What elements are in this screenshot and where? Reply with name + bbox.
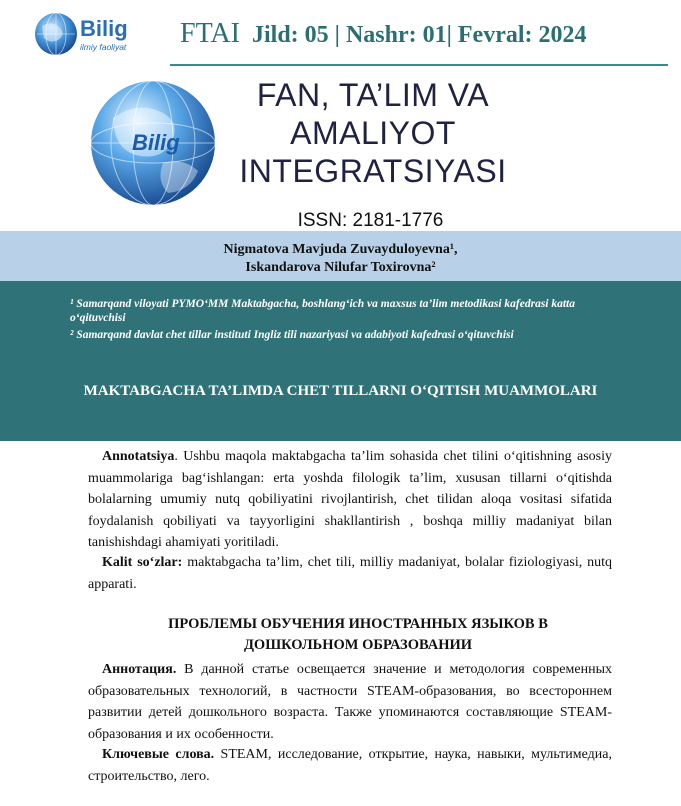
abstract-uz-label: Annotatsiya (102, 449, 175, 464)
abstract-ru-text: В данной статье освещается значение и методология современных образовательных технологий, в частности STEAM-образования, во всестороннем развитии детей дошкольного возраста. Также упоминаются составляющие STEAM-образования и их особенности. (88, 662, 612, 742)
author-2: Iskandarova Nilufar Toxirovna² (245, 260, 436, 275)
svg-text:Bilig: Bilig (80, 16, 128, 41)
issn (0, 210, 681, 232)
keywords-uz-label: Kalit so‘zlar: (102, 555, 183, 570)
article-title-ru: ПРОБЛЕМЫ ОБУЧЕНИЯ ИНОСТРАННЫХ ЯЗЫКОВ В ДОШКОЛЬНОМ ОБРАЗОВАНИИ (168, 616, 548, 653)
svg-text:Bilig: Bilig (132, 130, 180, 155)
abstract-uz (88, 446, 612, 554)
abstract-ru-label: Аннотация. (102, 662, 177, 677)
journal-header (180, 18, 587, 50)
keywords-ru-label: Ключевые слова. (102, 747, 215, 762)
affiliation-band (0, 281, 681, 441)
journal-title (238, 76, 508, 190)
authors-band (0, 231, 681, 281)
article-title-uz: MAKTABGACHA TA’LIMDA CHET TILLARNI O‘QITISH MUAMMOLARI (83, 383, 598, 399)
journal-issue: Jild: 05 | Nashr: 01| Fevral: 2024 (251, 22, 587, 48)
issn-text: ISSN: 2181-1776 (297, 210, 444, 231)
journal-title-line3: INTEGRATSIYASI (239, 153, 507, 189)
affiliation-2: ² Samarqand davlat chet tillar instituti Ingliz tili nazariyasi va adabiyoti kafedrasi o‘qituvchisi (70, 329, 514, 341)
journal-title-line1: FAN, TA’LIM VA (256, 77, 490, 113)
journal-title-line2: AMALIYOT (290, 115, 456, 151)
keywords-uz (88, 552, 612, 595)
abstract-ru (88, 659, 612, 745)
journal-abbr: FTAI (180, 18, 240, 49)
abstract-uz-text: . Ushbu maqola maktabgacha ta’lim sohasida chet tilini o‘qitishning asosiy muammolariga bag‘ishlangan: erta yoshda filologik ta’lim, xususan tillarni o‘qitishda bolalarning umumiy nutq qobiliyatini rivojlantirish, chet tilidan aloqa vositasi sifatida foydalanish qobiliyati va tayyorligini shakllantirish , boshqa milliy madaniyat bilan tanishishdagi ahamiyati yoritiladi. (88, 449, 612, 550)
author-1: Nigmatova Mavjuda Zuvayduloyevna¹, (223, 242, 458, 257)
globe-logo (88, 78, 218, 208)
bilig-logo (34, 10, 156, 58)
header-divider (170, 64, 668, 66)
svg-text:ilmiy faoliyat: ilmiy faoliyat (80, 42, 127, 52)
keywords-uz-text: maktabgacha ta’lim, chet tili, milliy madaniyat, bolalar fiziologiyasi, nutq apparati. (88, 555, 612, 592)
affiliation-1: ¹ Samarqand viloyati PYMO‘MM Maktabgacha, boshlang‘ich va maxsus ta’lim metodikasi kafedrasi katta o‘qituvchisi (70, 298, 576, 324)
affiliations (70, 297, 630, 345)
keywords-ru (88, 744, 612, 787)
keywords-ru-text: STEAM, исследование, открытие, наука, навыки, мультимедиа, строительство, лего. (88, 747, 612, 784)
